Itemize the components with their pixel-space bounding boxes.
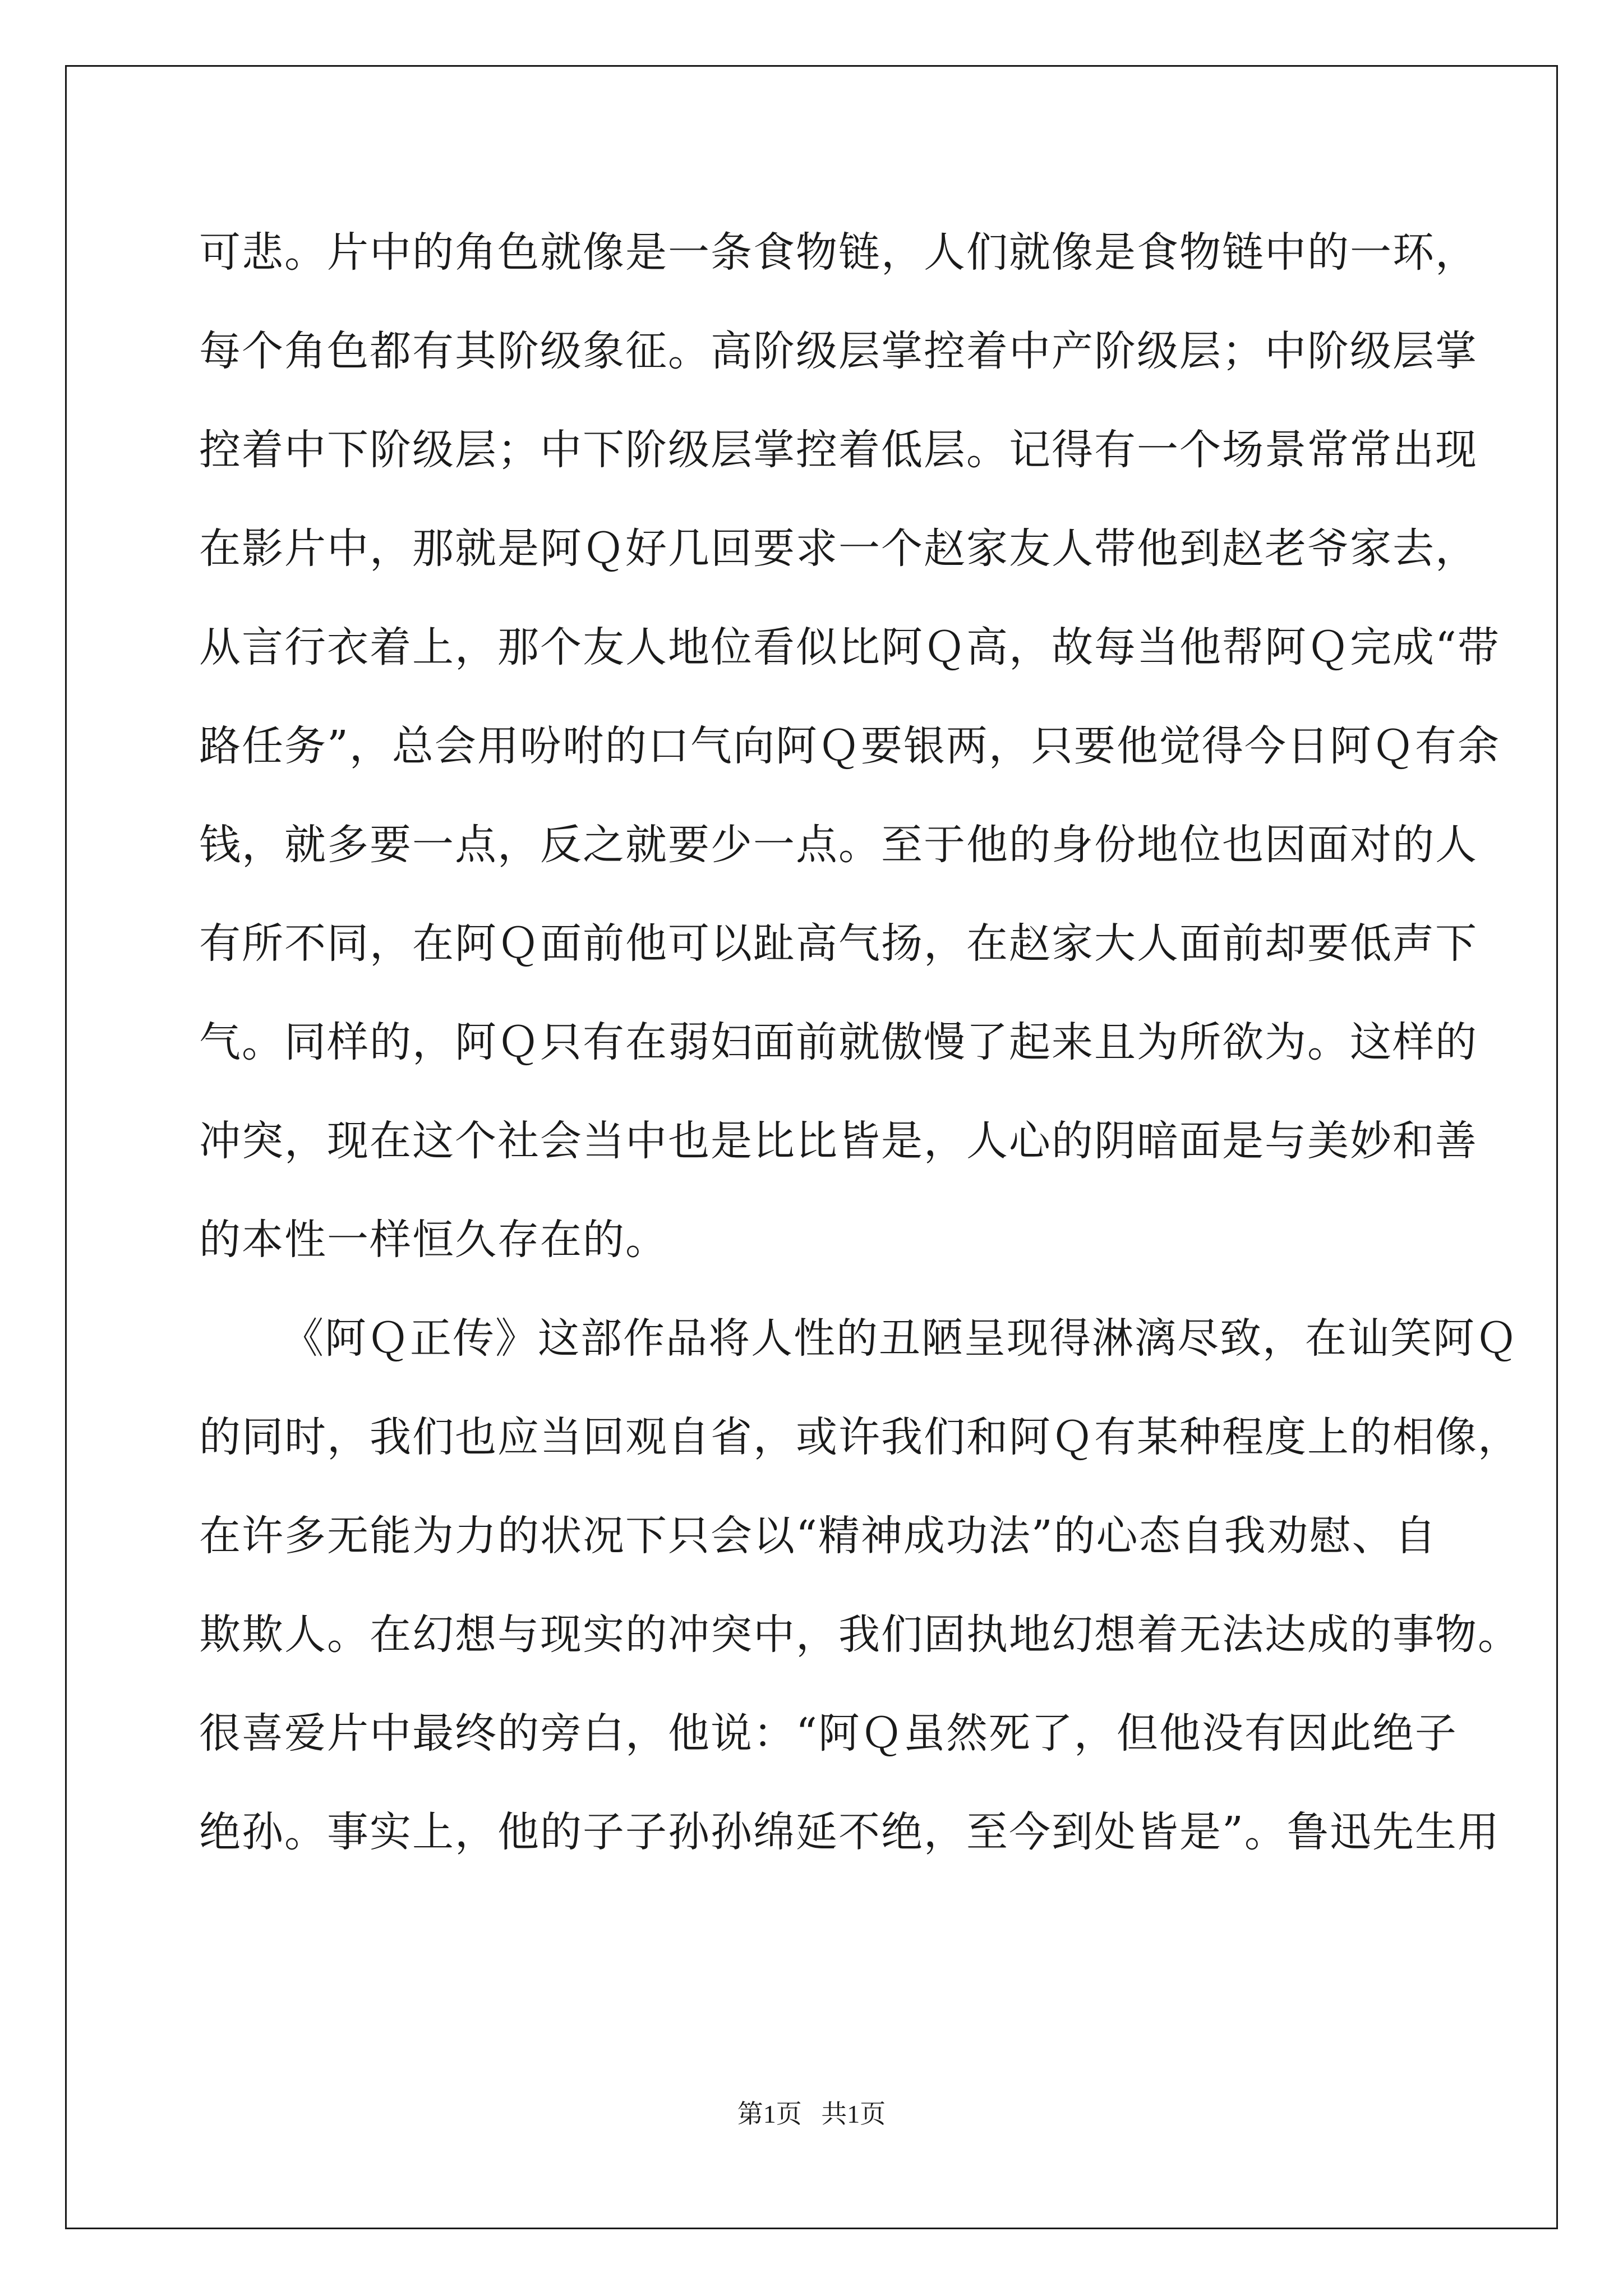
text-line: 在许多无能为力的状况下只会以“精神成功法”的心态自我劝慰、自	[199, 1512, 1437, 1560]
text-line: 可悲。片中的角色就像是一条食物链，人们就像是食物链中的一环，	[199, 228, 1478, 277]
text-line: 绝孙。事实上，他的子子孙孙绵延不绝，至今到处皆是”。鲁迅先生用	[199, 1808, 1500, 1856]
text-line: 在影片中，那就是阿Ｑ好几回要求一个赵家友人带他到赵老爷家去，	[199, 524, 1478, 573]
text-line: 的同时，我们也应当回观自省，或许我们和阿Ｑ有某种程度上的相像，	[199, 1413, 1520, 1461]
text-line: 气。同样的，阿Ｑ只有在弱妇面前就傲慢了起来且为所欲为。这样的	[199, 1018, 1478, 1066]
text-line: 欺欺人。在幻想与现实的冲突中，我们固执地幻想着无法达成的事物。	[199, 1611, 1520, 1659]
text-line: 从言行衣着上，那个友人地位看似比阿Ｑ高，故每当他帮阿Ｑ完成“带	[199, 623, 1500, 671]
text-line: 控着中下阶级层；中下阶级层掌控着低层。记得有一个场景常常出现	[199, 426, 1478, 474]
text-line: 钱，就多要一点，反之就要少一点。至于他的身份地位也因面对的人	[199, 821, 1478, 869]
text-line: 路任务”，总会用吩咐的口气向阿Ｑ要银两，只要他觉得今日阿Ｑ有余	[199, 722, 1500, 770]
paragraph-start-line: 《阿Ｑ正传》这部作品将人性的丑陋呈现得淋漓尽致，在讪笑阿Ｑ	[282, 1314, 1518, 1363]
text-line: 有所不同，在阿Ｑ面前他可以趾高气扬，在赵家大人面前却要低声下	[199, 919, 1478, 968]
text-line: 很喜爱片中最终的旁白，他说：“阿Ｑ虽然死了，但他没有因此绝子	[199, 1709, 1458, 1757]
text-line: 的本性一样恒久存在的。	[199, 1216, 668, 1264]
page-footer: 第1页 共1页	[737, 2100, 886, 2128]
text-line: 冲突，现在这个社会当中也是比比皆是，人心的阴暗面是与美妙和善	[199, 1117, 1478, 1165]
document-body	[199, 203, 1520, 1881]
text-line: 每个角色都有其阶级象征。高阶级层掌控着中产阶级层；中阶级层掌	[199, 327, 1478, 375]
